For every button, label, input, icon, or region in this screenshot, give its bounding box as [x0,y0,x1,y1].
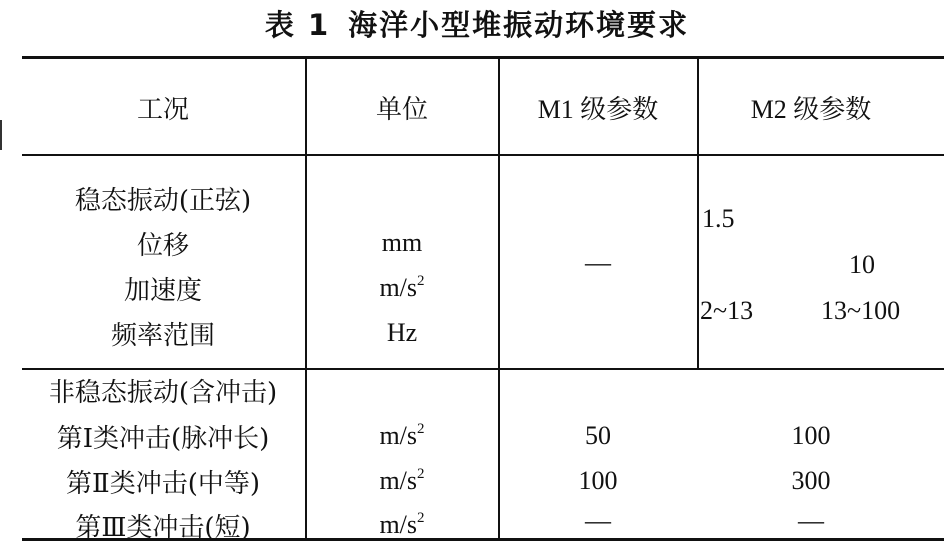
header-condition: 工况 [136,95,190,125]
column-divider-2 [498,58,500,540]
transient-m1-2: 100 [578,466,618,495]
section-rule [22,368,944,370]
steady-row-displacement: 位移 [136,231,190,261]
column-divider-3 [697,58,699,369]
column-divider-1 [305,58,307,540]
caption-label: 表 1 [264,8,331,42]
transient-row-3: 第Ⅲ类冲击(短) [75,513,251,543]
steady-unit-frequency: Hz [386,318,418,347]
transient-m1-3: — [585,506,611,535]
table-caption [0,0,944,50]
steady-title: 稳态振动(正弦) [74,186,252,216]
header-m2: M2 级参数 [750,95,872,124]
transient-unit-3: $m/s^2$ [379,510,425,539]
header-m1: M1 级参数 [537,95,659,124]
transient-m1-1: 50 [585,421,611,450]
header-rule [22,154,944,156]
steady-unit-acceleration: $m/s^2$ [379,273,425,302]
transient-title: 非稳态振动(含冲击) [48,378,278,408]
top-rule [22,56,944,59]
steady-row-frequency: 频率范围 [110,321,216,351]
header-unit: 单位 [375,95,429,125]
transient-m2-3: — [798,506,824,535]
transient-m2-1: 100 [791,421,831,450]
steady-row-acceleration: 加速度 [123,276,203,306]
transient-m2-2: 300 [791,466,831,495]
steady-m1-value: — [585,248,611,277]
transient-unit-2: $m/s^2$ [379,466,425,495]
steady-m2-acceleration: 10 [849,250,875,279]
transient-unit-1: $m/s^2$ [379,421,425,450]
steady-m2-displacement: 1.5 [702,204,735,233]
caption-title: 海洋小型堆振动环境要求 [348,8,690,42]
steady-unit-displacement: mm [381,228,423,257]
transient-row-1: 第Ⅰ类冲击(脉冲长) [56,424,270,454]
left-edge-mark [0,120,2,150]
transient-row-2: 第Ⅱ类冲击(中等) [66,469,260,499]
steady-m2-freq-high: 13~100 [821,296,901,325]
steady-m2-freq-low: 2~13 [700,296,754,325]
